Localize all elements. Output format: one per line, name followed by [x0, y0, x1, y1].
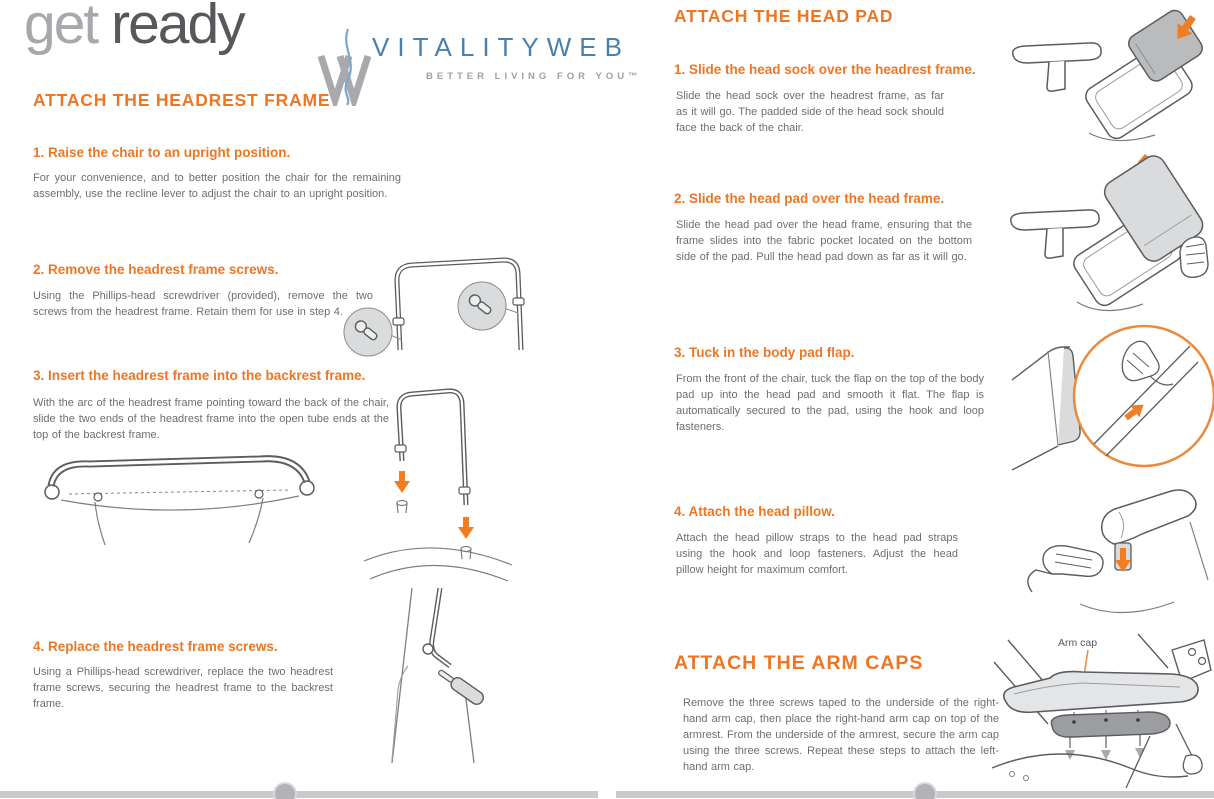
illustration-replace-screws: [352, 588, 502, 768]
step-title: 1. Raise the chair to an upright position.: [33, 145, 291, 160]
illustration-head-pad: [995, 152, 1214, 322]
section-title-head-pad: ATTACH THE HEAD PAD: [674, 6, 894, 26]
step-body: For your convenience, and to better position the chair for the remaining assembly, use the recline lever to adjust the chair to an upright position.: [33, 172, 401, 200]
illustration-backrest-top: [35, 442, 325, 547]
brand-logo: [316, 24, 646, 104]
page-title-light: get: [24, 0, 98, 56]
illustration-tuck-flap: [1010, 318, 1214, 483]
section-title-arm-caps: ATTACH THE ARM CAPS: [674, 652, 924, 674]
brand-tagline: BETTER LIVING FOR YOU™: [426, 71, 642, 82]
step-title: 2. Remove the headrest frame screws.: [33, 262, 279, 277]
step-title: 3. Insert the headrest frame into the backrest frame.: [33, 368, 366, 383]
step-title: 4. Replace the headrest frame screws.: [33, 639, 278, 654]
page-marker-left: [273, 782, 297, 799]
step-body: Attach the head pillow straps to the head pad straps using the hook and loop fasteners. Adjust the head pillow height for maximum comfort.: [676, 532, 958, 576]
arm-caps-body: Remove the three screws taped to the underside of the right-hand arm cap, then place the right-hand arm cap on top of the armrest. From the underside of the armrest, secure the arm cap using the three screws. Repeat these steps to attach the left-hand arm cap.: [683, 697, 999, 773]
page-title-dark: ready: [97, 0, 244, 56]
section-title-headrest-frame: ATTACH THE HEADREST FRAME: [33, 90, 331, 110]
brand-name: VITALITYWEB: [372, 32, 630, 62]
step-title: 4. Attach the head pillow.: [674, 504, 836, 519]
step-title: 1. Slide the head sock over the headrest frame.: [674, 62, 976, 77]
illustration-head-sock: [997, 5, 1212, 155]
step-body: Using a Phillips-head screwdriver, replace the two headrest frame screws, securing the headrest frame to the backrest frame.: [33, 666, 333, 710]
step-title: 2. Slide the head pad over the head frame.: [674, 191, 945, 206]
step-body: Slide the head pad over the head frame, ensuring that the frame slides into the fabric pocket located on the bottom side of the pad. Pull the head pad down as far as it will go.: [676, 219, 972, 263]
step-body: With the arc of the headrest frame pointing toward the back of the chair, slide the two ends of the headrest frame into the open tube ends at the top of the backrest frame.: [33, 397, 389, 441]
page-marker-right: [913, 782, 937, 799]
step-body: From the front of the chair, tuck the flap on the top of the body pad up into the head pad and smooth it flat. The flap is automatically secured to the pad, using the hook and loop fasteners.: [676, 373, 984, 433]
step-body: Slide the head sock over the headrest frame, as far as it will go. The padded side of the head sock should face the back of the chair.: [676, 90, 944, 134]
page-title: [24, 0, 244, 56]
illustration-head-pillow: [1022, 482, 1212, 627]
illustration-headrest-frame-screws: [338, 246, 543, 358]
step-title: 3. Tuck in the body pad flap.: [674, 345, 855, 360]
step-body: Using the Phillips-head screwdriver (provided), remove the two screws from the headrest frame. Retain them for use in step 4.: [33, 290, 373, 318]
footer-bar-left: [0, 791, 598, 798]
arm-cap-label: Arm cap: [1058, 637, 1098, 649]
illustration-insert-headrest-frame: [362, 383, 517, 583]
illustration-arm-cap: [990, 628, 1214, 790]
